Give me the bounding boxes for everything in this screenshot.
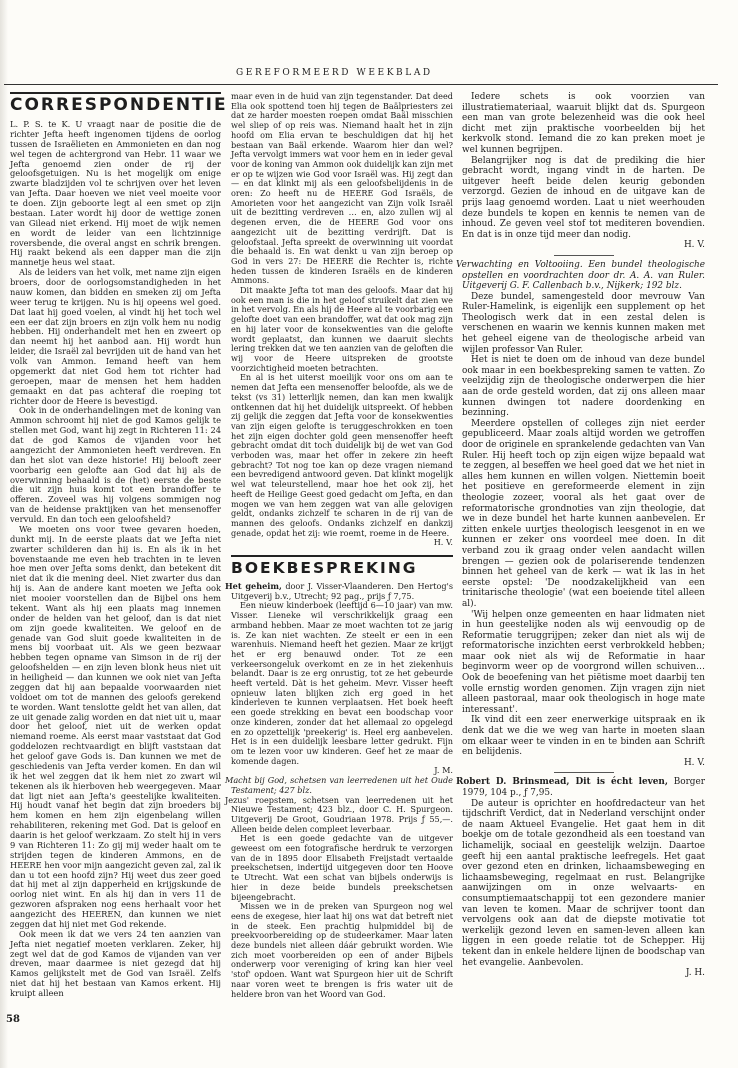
review-paragraph: Deze bundel, samengesteld door mevrouw Van Ruler-Hamelink, is eigenlijk een supplement op het Theologisch werk dat in een zestal delen is verschenen en waarin we kennis kunnen maken met het geheel eigene van de theologische arbeid van wijlen professor Van Ruler. [462,291,705,355]
review-citation [225,775,453,795]
review-signature: J. H. [685,968,705,979]
review-title: Verwachting en Voltooiing. [456,259,583,270]
correspondence-paragraph: Ook meen ik dat we vers 24 ten aanzien van Jefta niet negatief moeten verklaren. Zeker, hij zegt wel dat de god Kamos de vijanden van ver dreven, maar daarmee is niet gezegd dat hij Kamos gelijkstelt met de God van Israël. Zelfs niet dat hij het bestaan van Kamos erkent. Hij kruipt alleen [10,928,221,998]
review-publisher: Een bundel theologische opstellen en voordrachten door dr. A. A. van Ruler. Uitgeverij G. F. Callenbach b.v., Nijkerk; 192 blz. [462,259,706,292]
review-signature: H. V. [683,240,705,251]
correspondence-paragraph: L. P. S. te K. U vraagt naar de positie die de richter Jefta heeft ingenomen tijdens de oorlog tussen de Israëlieten en Ammonieten en dan nog wel tegen de achtergrond van Hebr. 11 waar we Jefta genoemd zien onder de rij der geloofsgetuigen. Nu is het mogelijk om enige zwarte bladzijden vol te schrijven over het leven van Jefta. Daar hoeven we niet veel moeite voor te doen. Zijn geboorte legt al een smet op zijn bestaan. Later wordt hij door de wettige zonen van Gilead niet erkend. Hij moet de wijk nemen en wordt de leider van een lichtzinnige roversbende, die overal angst en schrik brengen. Hij raakt bekend als een dapper man die zijn mannetje heus wel staat. [10,119,221,268]
correspondence-heading: CORRESPONDENTIE [10,92,221,115]
scan-edge-shadow [0,0,8,1068]
correspondence-paragraph: Als de leiders van het volk, met name zijn eigen broers, door de oorlogsomstandigheden in het nauw komen, dan bidden en smeken zij om Jefta weer terug te krijgen. Nu is hij opeens wel goed. Dat laat hij goed voelen, al vindt hij het toch wel een eer dat zijn broers en zijn volk hem nu nodig hebben. Hij onderhandelt met hen en zweert op dan neemt hij het aanbod aan. Hij wordt hun leider, die Israël zal bevrijden uit de hand van het volk van Ammon. Iemand heeft van hem opgemerkt dat niet God hem tot richter had geroepen, maar de mensen het hem hadden gemaakt en dat pas achteraf die roeping tot richter door de Heere is bevestigd. [10,267,221,406]
correspondence-paragraph: We moeten ons voor twee gevaren hoeden, dunkt mij. In de eerste plaats dat we Jefta niet zwarter schilderen dan hij is. En als ik in het bovenstaande me even heb trachten in te leven hoe men over Jefta soms denkt, dan betekent dit niet dat ik die mening deel. Niet zwarter dus dan hij is. Aan de andere kant moeten we Jefta ook niet mooier voorstellen dan de Bijbel ons hem tekent. Want als hij een plaats mag innemen onder de helden van het geloof, dan is dat niet om zijn goede kwaliteiten. We geloof en de genade van God sluit goede kwaliteiten in de mens bij voorbaat uit. Als we geen bezwaar hebben tegen opname van Simson in de rij der geloofshelden — en zijn leven blonk heus niet uit in heiligheid — dan kunnen we ook niet van Jefta zeggen dat hij aan bepaalde voorwaarden niet voldoet om tot de mannen des geloofs gerekend te worden. Want tenslotte geldt het van allen, dat ze uit genade zalig worden en dat niet uit u, maar door het geloof, niet uit de werken opdat niemand roeme. Als eerst maar vaststaat dat God goddelozen rechtvaardigt en blijft vaststaan dat het geloof gave Gods is. Dan kunnen we met de geschiedenis van Jefta verder komen. En dan wil ik het wel zeggen dat ik hem niet zo zwart wil tekenen als ik hierboven heb weergegeven. Maar dat ligt niet aan Jefta's geestelijke kwaliteiten. Hij houdt vanaf het begin dat zijn broeders bij hem komen en hem zijn eigenbelang willen rehabiliteren, rekening met God. Dat is geloof en daarin is het geloof werkzaam. Zo stelt hij in vers 9 van Richteren 11: Zo gij mij weder haalt om te strijden tegen de kinderen Ammons, en de HEERE hen voor mijn aangezicht geven zal, zal ik dan u tot een hoofd zijn? Hij weet dus zeer goed dat hij met al zijn dapperheid en krijgskunde de oorlog niet wint. En als hij dan in vers 11 de gezworen afspraken nog eens herhaalt voor het aangezicht des HEEREN, dan kunnen we niet zeggen dat hij niet met God rekende. [10,523,221,929]
running-header: GEREFORMEERD WEEKBLAD [236,68,433,78]
review-signature: J. M. [434,765,453,776]
review-paragraph: Belangrijker nog is dat de prediking die hier gebracht wordt, ingang vindt in de harten. De uitgever heeft beide delen keurig gebonden verzorgd. Gezien de inhoud en de uitgave kan de prijs laag genoemd worden. Laat u niet weerhouden deze bundels te kopen en kennis te nemen van de inhoud. Ze geven veel stof tot mediteren bovendien. En dat is in onze tijd meer dan nodig. [462,155,705,240]
column-3 [456,92,706,979]
divider [554,255,614,256]
review-title: Het geheim, [225,581,282,592]
review-publisher: schetsen van leerredenen uit het Oude Testament; 427 blz. [231,775,453,795]
review-title: Robert D. Brinsmead, Dit is écht leven, [456,777,668,788]
review-paragraph: De auteur is oprichter en hoofdredacteur van het tijdschrift Verdict, dat in Nederland verschijnt onder de naam Aktueel Evangelie. Het gaat hem in dit boekje om de totale gezondheid als een toestand van lichamelijk, sociaal en geestelijk welzijn. Daartoe geeft hij een aantal praktische leefregels. Het gaat over gezond eten en drinken, lichaamsbeweging en lichaamsbeweging, regelmaat en rust. Belangrijke aanwijzingen om in onze welvaarts- en consumptiemaatschappij tot een gezondere manier van leven te komen. Maar de schrijver toont dan vervolgens ook aan dat de diepste motivatie tot werkelijk gezond leven en samen-leven alleen kan liggen in een goede relatie tot de Schepper. Hij tekent dan in enkele heldere lijnen de boodschap van het evangelie. Aanbevolen. [462,798,705,968]
correspondence-paragraph: Ook in de onderhandelingen met de koning van Ammon schroomt hij niet de god Kamos gelijk te stellen met God, want hij zegt in Richteren 11: 24 dat de god Kamos de vijanden voor het aangezicht der Ammonieten heeft verdreven. En dan het slot van deze historie! Hij belooft zeer voorbarig een gelofte aan God dat hij als de overwinning behaald is de (het) eerste de beste die uit zijn huis komt tot een brandoffer te offeren. Zoveel was hij volgens sommigen nog van de heidense praktijken van het mensenoffer vervuld. En dan toch een geloofsheld? [10,405,221,524]
correspondence-paragraph: maar even in de huid van zijn tegenstander. Dat deed Elia ook spottend toen hij tegen de Baälpriesters zei dat ze harder moesten roepen omdat Baäl misschien wel sliep of op reis was. Niemand haalt het in zijn hoofd om Elia ervan te beschuldigen dat hij het bestaan van Baäl erkende. Waarom hier dan wel? Jefta vervolgt immers wat voor hem en in ieder geval voor de koning van Ammon ook duidelijk kan zijn met er op te wijzen wie God voor Israël was. Hij zegt dan — en dat klinkt mij als een geloofsbelijdenis in de oren: Zo heeft nu de HEERE God Israëls, de Amorieten voor het aangezicht van Zijn volk Israël uit de bezitting verdreven … en, alzo zullen wij al degenen erven, die de HEERE God voor ons aangezicht uit de bezitting verdrijft. Dat is geloofstaal. Jefta spreekt de overwinning uit voordat die behaald is. En wat denkt u van zijn beroep op God in vers 27: De HEERE die Rechter is, richte heden tussen de kinderen Israëls en de kinderen Ammons. [231,91,453,286]
review-signature: H. V. [683,757,705,768]
review-paragraph: Iedere schets is ook voorzien van illustratiemateriaal, waaruit blijkt dat ds. Spurgeon een man van grote belezenheid was die ook heel dicht met zijn praktische voorbeelden bij het kerkvolk stond. Iemand die zo kan preken moet je wel kunnen begrijpen. [462,92,705,155]
book-reviews-heading: BOEKBESPREKING [231,555,453,578]
page-number: 58 [6,1014,20,1025]
review-publisher: door J. Visser-Vlaanderen. Den Hertog's Uitgeverij b.v., Utrecht; 92 pag., prijs ƒ 7,75. [231,581,453,601]
review-citation-extra: Jezus' roepstem, schetsen van leerredenen uit het Nieuwe Testament; 423 blz., door C. H. Spurgeon. Uitgeverij De Groot, Goudriaan 1978. Prijs ƒ 55,—. Alleen beide delen compleet leverbaar. [225,794,453,834]
review-paragraph: Missen we in de preken van Spurgeon nog wel eens de exegese, hier laat hij ons wat dat betreft niet in de steek. Een prachtig hulpmiddel bij de preekvoorbereiding op de studeerkamer. Maar laten deze bundels niet alleen dáár gebruikt worden. Wie zich moet voorbereiden op een of ander Bijbels onderwerp voor vereniging of kring kan hier veel 'stof' opdoen. Want wat Spurgeon hier uit de Schrift naar voren weet te brengen is fris water uit de heldere bron van het Woord van God. [231,901,453,999]
column-2 [225,91,453,999]
correspondence-paragraph: En al is het uiterst moeilijk voor ons om aan te nemen dat Jefta een mensenoffer beloofde, als we de tekst (vs 31) letterlijk nemen, dan kan men kwalijk ontkennen dat hij het duidelijk uitspreekt. Of hebben zij gelijk die zeggen dat Jefta voor de konsekwenties van zijn eigen gelofte is teruggeschrokken en toen het zijn eigen dochter gold geen mensenoffer heeft gebracht omdat dit toch duidelijk bij de wet van God verboden was, maar het offer in zekere zin heeft gebracht? Tot nog toe kan op deze vragen niemand een bevredigend antwoord geven. Dat klinkt mogelijk wel wat teleurstellend, maar hoe het ook zij, het heeft de Heilige Geest goed gedacht om Jefta, en dan mogen we van hem zeggen wat van alle gelovigen geldt, ondanks zichzelf te scharen in de rij van de mannen des geloofs. Ondanks zichzelf en dankzij genade, opdat het zij: wie roemt, roeme in de Heere. [231,372,453,538]
review-paragraph: Het is een goede gedachte van de uitgever geweest om een fotografische herdruk te verzorgen van de in 1895 door Elisabeth Freijstadt vertaalde preekschetsen, indertijd uitgegeven door ten Hoove te Utrecht. Wat een schat van bijbels onderwijs is hier in deze beide bundels preekschetsen bijeengebracht. [231,833,453,902]
review-citation [456,777,705,798]
review-paragraph: Het is niet te doen om de inhoud van deze bundel ook maar in een boekbespreking samen te vatten. Zo veelzijdig zijn de theologische onderwerpen die hier aan de orde gesteld worden, dat zij ons alleen maar kunnen dwingen tot nadere doordenking en bezinning. [462,355,705,419]
divider [554,772,614,773]
review-paragraph: Meerdere opstellen of colleges zijn niet eerder gepubliceerd. Maar zoals altijd worden we getroffen door de originele en sprankelende gedachten van Van Ruler. Hij heeft toch op zijn eigen wijze bepaald wat te zeggen, al beseffen we heel goed dat we het niet in alles hem kunnen en willen volgen. Niettemin boeit het positieve en gereformeerde element in zijn theologie zozeer, vooral als het gaat over de reformatorische grondnoties van zijn theologie, dat we in deze bundel het harte kunnen aanbevelen. Er zitten enkele uurtjes theologisch leesgenot in en we kunnen er zeker ons voordeel mee doen. In dit verband zou ik graag onder velen aandacht willen brengen — gezien ook de polariserende tendenzen binnen het geheel van de kerk — wat ik las in het eerste opstel: 'De noodzakelijkheid van een trinitarische theologie' (wat een boeiende titel alleen al). [462,418,705,609]
correspondence-paragraph: Dit maakte Jefta tot man des geloofs. Maar dat hij ook een man is die in het geloof struikelt dat zien we in het vervolg. En als hij de Heere al te voorbarig een gelofte doet van een brandoffer, wat dat ook mag zijn en hij later voor de konsekwenties van die gelofte wordt geplaatst, dan kunnen we daaruit slechts lering trekken dat we ten aanzien van de geloften die wij voor de Heere uitspreken de grootste voorzichtigheid moeten betrachten. [231,285,453,373]
review-title: Macht bij God, [225,775,287,786]
review-paragraph: Een nieuw kinderboek (leeftijd 6—10 jaar) van mw. Visser. Lieneke wil verschrikkelijk graag een armband hebben. Maar ze moet wachten tot ze jarig is. Ze kan niet wachten. Ze steelt er een in een warenhuis. Niemand heeft het gezien. Maar ze krijgt het er erg benauwd onder. Tot ze een verkeersongeluk overkomt en ze in het ziekenhuis belandt. Daar is ze erg onrustig, tot ze het gebeurde heeft verteld. Dàt is het geheim. Mevr. Visser heeft opnieuw laten blijken zich erg goed in het kinderleven te kunnen verplaatsen. Het boek heeft een goede strekking en bevat een boodschap voor onze kinderen, zonder dat het allemaal zo opgelegd en zo opzettelijk 'preekerig' is. Heel erg aanbevelen. Het is in een duidelijk leesbare letter gedrukt. Fijn om te lezen voor uw kinderen. Geef het ze maar de komende dagen. [231,600,453,766]
correspondence-signature: H. V. [433,537,453,548]
review-publisher: Borger 1979, 104 p., ƒ 7,95. [462,777,705,798]
column-1 [10,92,228,999]
review-paragraph: Ik vind dit een zeer enerwerkige uitspraak en ik denk dat we die we weg van harte in moeten slaan om elkaar weer te vinden in en te binden aan Schrift en belijdenis. [462,715,705,758]
header-rule [4,84,718,85]
review-citation [225,581,453,601]
review-citation [456,259,706,292]
review-paragraph: 'Wij helpen onze gemeenten en haar lidmaten niet in hun geestelijke noden als wij eenvoudig op de Reformatie teruggrijpen; zeker dan niet als wij de reformatorische inzichten eerst verbrokkeld hebben; maar ook niet als wij de Reformatie in haar beginvorm weer op de voorgrond willen schuiven… Ook de beoefening van het piëtisme moet daarbij ten volle ernstig worden genomen. Zijn vragen zijn niet alleen pastoraal, maar ook theologisch in hoge mate interessant'. [462,609,705,715]
